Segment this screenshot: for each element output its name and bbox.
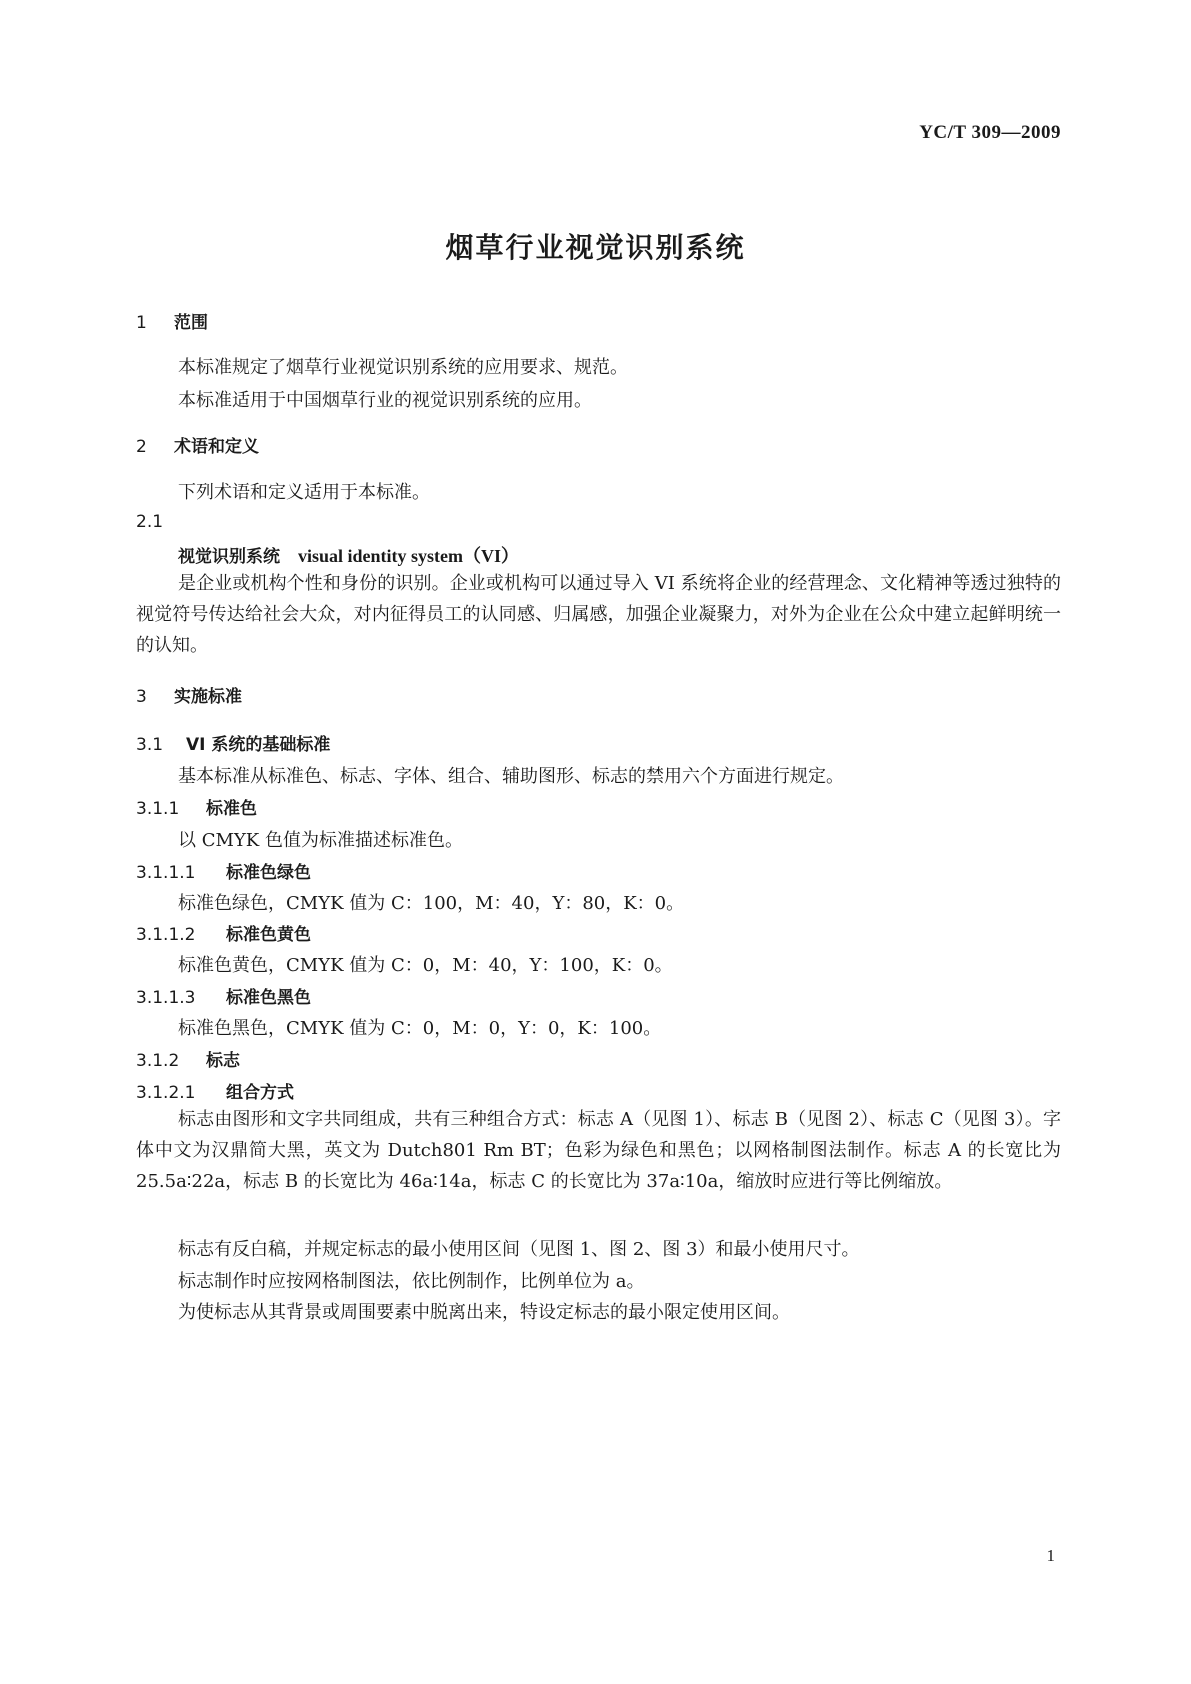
paragraph: 标志制作时应按网格制图法，依比例制作，比例单位为 a。: [178, 1271, 645, 1292]
section-number: 3.1: [136, 735, 164, 755]
section-number: 3.1.1.2: [136, 925, 196, 945]
section-title: 术语和定义: [174, 437, 259, 457]
term-english: visual identity system（VI）: [298, 546, 520, 566]
section-title: 标志: [206, 1051, 240, 1071]
term-definition: 是企业或机构个性和身份的识别。企业或机构可以通过导入 VI 系统将企业的经营理念、文化精神等透过独特的视觉符号传达给社会大众，对内征得员工的认同感、归属感，加强企业凝聚力，对外为企业在公众中建立起鲜明统一的认知。: [136, 573, 1061, 656]
paragraph: 以 CMYK 色值为标准描述标准色。: [178, 830, 463, 851]
section-1-heading: [136, 308, 208, 333]
clause-2-1-number: [136, 512, 163, 532]
section-title: 范围: [174, 313, 208, 333]
section-title: VI 系统的基础标准: [186, 735, 331, 755]
section-number: 3.1.2: [136, 1051, 180, 1071]
section-title: 实施标准: [174, 687, 242, 707]
section-number: 3.1.1: [136, 799, 180, 819]
section-number: 2: [136, 437, 147, 457]
section-title: 标准色黑色: [226, 988, 311, 1008]
section-number: 3.1.2.1: [136, 1083, 196, 1103]
page-number: 1: [1046, 1546, 1055, 1565]
section-title: 标准色: [206, 799, 257, 819]
section-3-heading: [136, 682, 242, 707]
paragraph: 标志由图形和文字共同组成，共有三种组合方式：标志 A（见图 1）、标志 B（见图 2）、标志 C（见图 3）。字体中文为汉鼎简大黑，英文为 Dutch801 Rm BT；色彩为绿色和黑色；以网格制图法制作。标志 A 的长宽比为 25.5a∶22a，标志 B 的长宽比为 46a∶14a，标志 C 的长宽比为 37a∶10a，缩放时应进行等比例缩放。: [136, 1109, 1061, 1192]
section-number: 1: [136, 313, 147, 333]
paragraph: 标准色黑色，CMYK 值为 C：0，M：0，Y：0，K：100。: [178, 1018, 662, 1039]
section-title: 组合方式: [226, 1083, 294, 1103]
paragraph: 标志有反白稿，并规定标志的最小使用区间（见图 1、图 2、图 3）和最小使用尺寸。: [178, 1239, 860, 1260]
paragraph: 本标准适用于中国烟草行业的视觉识别系统的应用。: [178, 390, 592, 411]
section-number: 3.1.1.1: [136, 863, 196, 883]
clause-3-1-1-3-heading: [136, 983, 311, 1008]
clause-3-1-heading: [136, 730, 330, 755]
clause-3-1-1-heading: [136, 794, 257, 819]
term-entry: [178, 542, 519, 568]
paragraph: 标准色黄色，CMYK 值为 C：0，M：40，Y：100，K：0。: [178, 955, 673, 976]
section-number: 2.1: [136, 512, 164, 532]
clause-3-1-2-1-heading: [136, 1078, 294, 1103]
paragraph: 基本标准从标准色、标志、字体、组合、辅助图形、标志的禁用六个方面进行规定。: [178, 766, 844, 787]
paragraph: 标准色绿色，CMYK 值为 C：100，M：40，Y：80，K：0。: [178, 893, 685, 914]
document-title: 烟草行业视觉识别系统: [445, 231, 746, 264]
section-number: 3.1.1.3: [136, 988, 196, 1008]
paragraph: 为使标志从其背景或周围要素中脱离出来，特设定标志的最小限定使用区间。: [178, 1302, 790, 1323]
clause-3-1-1-1-heading: [136, 858, 311, 883]
standard-code: YC/T 309—2009: [919, 122, 1061, 143]
section-title: 标准色黄色: [226, 925, 311, 945]
term-chinese: 视觉识别系统: [178, 547, 280, 567]
section-number: 3: [136, 687, 147, 707]
section-2-heading: [136, 432, 259, 457]
section-title: 标准色绿色: [226, 863, 311, 883]
clause-3-1-2-heading: [136, 1046, 240, 1071]
paragraph: 本标准规定了烟草行业视觉识别系统的应用要求、规范。: [178, 357, 628, 378]
paragraph: 下列术语和定义适用于本标准。: [178, 482, 430, 503]
clause-3-1-1-2-heading: [136, 920, 311, 945]
